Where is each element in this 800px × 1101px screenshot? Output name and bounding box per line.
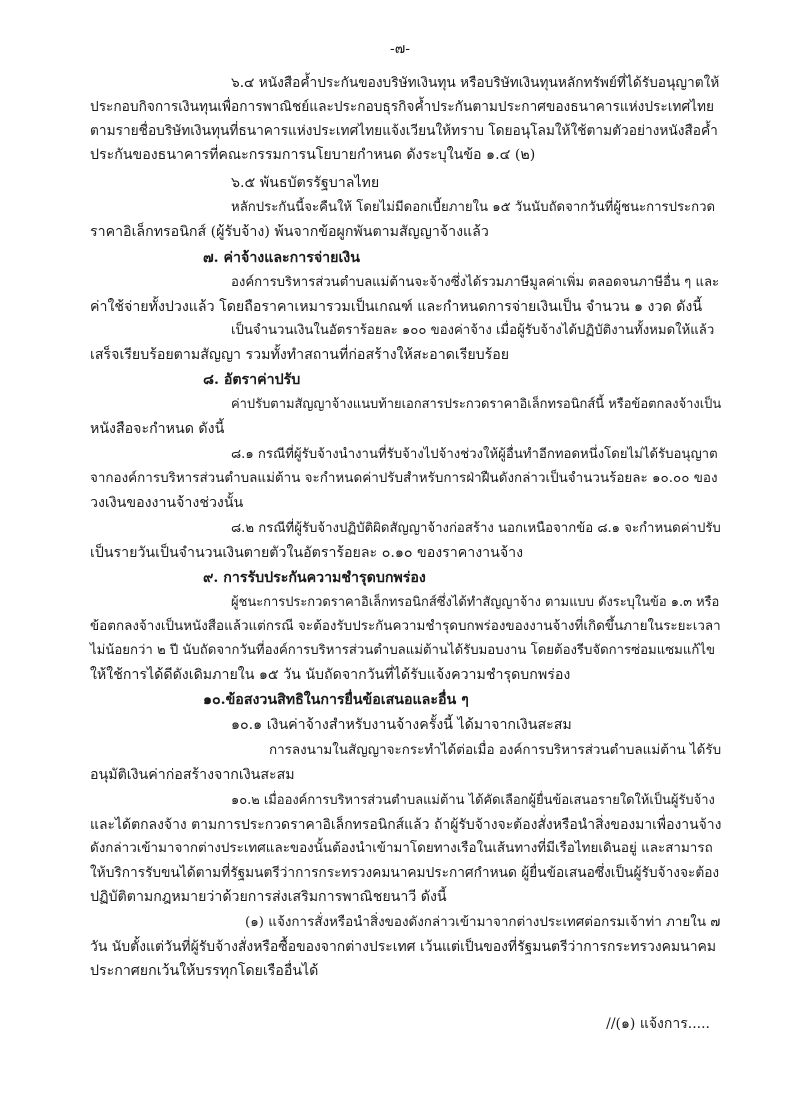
paragraph-line: (๑) แจ้งการสั่งหรือนำสิ่งของดังกล่าวเข้ามาจากต่างประเทศต่อกรมเจ้าท่า ภายใน ๗ bbox=[245, 915, 721, 930]
paragraph-line: และได้ตกลงจ้าง ตามการประกวดราคาอิเล็กทรอนิกส์แล้ว ถ้าผู้รับจ้างจะต้องสั่งหรือนำสิ่งของมาเพื่องานจ้าง bbox=[90, 817, 722, 833]
paragraph-line: ปฏิบัติตามกฎหมายว่าด้วยการส่งเสริมการพาณิชยนาวี ดังนี้ bbox=[90, 889, 447, 905]
paragraph-line: ข้อตกลงจ้างเป็นหนังสือแล้วแต่กรณี จะต้องรับประกันความชำรุดบกพร่องของงานจ้างที่เกิดขึ้นภายในระยะเวลา bbox=[90, 619, 721, 634]
paragraph-line: ประกันของธนาคารที่คณะกรรมการนโยบายกำหนด ดังระบุในข้อ ๑.๔ (๒) bbox=[90, 147, 536, 163]
paragraph-line: ค่าปรับตามสัญญาจ้างแนบท้ายเอกสารประกวดราคาอิเล็กทรอนิกส์นี้ หรือข้อตกลงจ้างเป็น bbox=[231, 397, 722, 412]
paragraph-line: ราคาอิเล็กทรอนิกส์ (ผู้รับจ้าง) พ้นจากข้อผูกพันตามสัญญาจ้างแล้ว bbox=[90, 224, 489, 240]
paragraph-line: การลงนามในสัญญาจะกระทำได้ต่อเมื่อ องค์การบริหารส่วนตำบลแม่ต้าน ได้รับ bbox=[269, 743, 722, 758]
paragraph-line: วงเงินของงานจ้างช่วงนั้น bbox=[90, 495, 244, 511]
paragraph-line: ๖.๕ พันธบัตรรัฐบาลไทย bbox=[231, 175, 380, 191]
paragraph-line: ดังกล่าวเข้ามาจากต่างประเทศและของนั้นต้องนำเข้ามาโดยทางเรือในเส้นทางที่มีเรือไทยเดินอยู่ และสามารถ bbox=[90, 841, 713, 856]
paragraph-line: เป็นรายวันเป็นจำนวนเงินตายตัวในอัตราร้อยละ ๐.๑๐ ของราคางานจ้าง bbox=[90, 545, 524, 561]
section-heading-7: ๗. ค่าจ้างและการจ่ายเงิน bbox=[203, 250, 360, 266]
paragraph-line: เป็นจำนวนเงินในอัตราร้อยละ ๑๐๐ ของค่าจ้าง เมื่อผู้รับจ้างได้ปฏิบัติงานทั้งหมดให้แล้ว bbox=[231, 323, 715, 338]
paragraph-line: ไม่น้อยกว่า ๒ ปี นับถัดจากวันที่องค์การบริหารส่วนตำบลแม่ต้านได้รับมอบงาน โดยต้องรีบจัดการซ่อมแซมแก้ไข bbox=[90, 643, 715, 658]
page-number: -๗- bbox=[390, 41, 410, 57]
paragraph-line: ตามรายชื่อบริษัทเงินทุนที่ธนาคารแห่งประเทศไทยแจ้งเวียนให้ทราบ โดยอนุโลมให้ใช้ตามตัวอย่างหนังสือค้ำ bbox=[90, 123, 718, 139]
paragraph-line: จากองค์การบริหารส่วนตำบลแม่ต้าน จะกำหนดค่าปรับสำหรับการฝ่าฝืนดังกล่าวเป็นจำนวนร้อยละ ๑๐.๐๐ ของ bbox=[90, 471, 718, 486]
paragraph-line: ผู้ชนะการประกวดราคาอิเล็กทรอนิกส์ซึ่งได้ทำสัญญาจ้าง ตามแบบ ดังระบุในข้อ ๑.๓ หรือ bbox=[231, 595, 720, 610]
paragraph-line: ให้ใช้การได้ดีดังเดิมภายใน ๑๕ วัน นับถัดจากวันที่ได้รับแจ้งความชำรุดบกพร่อง bbox=[90, 667, 571, 683]
section-heading-8: ๘. อัตราค่าปรับ bbox=[203, 372, 301, 388]
paragraph-line: ๖.๔ หนังสือค้ำประกันของบริษัทเงินทุน หรือบริษัทเงินทุนหลักทรัพย์ที่ได้รับอนุญาตให้ bbox=[231, 75, 720, 91]
paragraph-line: ๘.๑ กรณีที่ผู้รับจ้างนำงานที่รับจ้างไปจ้างช่วงให้ผู้อื่นทำอีกทอดหนึ่งโดยไม่ได้รับอนุญาต bbox=[231, 447, 718, 462]
paragraph-line: วัน นับตั้งแต่วันที่ผู้รับจ้างสั่งหรือซื้อของจากต่างประเทศ เว้นแต่เป็นของที่รัฐมนตรีว่าการกระทรวงคมนาคม bbox=[90, 939, 717, 955]
paragraph-line: ๑๐.๒ เมื่อองค์การบริหารส่วนตำบลแม่ต้าน ได้คัดเลือกผู้ยื่นข้อเสนอรายใดให้เป็นผู้รับจ้าง bbox=[231, 793, 715, 808]
paragraph-line: ๑๐.๑ เงินค่าจ้างสำหรับงานจ้างครั้งนี้ ได้มาจากเงินสะสม bbox=[231, 717, 572, 733]
paragraph-line: หนังสือจะกำหนด ดังนี้ bbox=[90, 421, 225, 437]
paragraph-line: หลักประกันนี้จะคืนให้ โดยไม่มีดอกเบี้ยภายใน ๑๕ วันนับถัดจากวันที่ผู้ชนะการประกวด bbox=[231, 200, 716, 215]
paragraph-line: ค่าใช้จ่ายทั้งปวงแล้ว โดยถือราคาเหมารวมเป็นเกณฑ์ และกำหนดการจ่ายเงินเป็น จำนวน ๑ งวด ดังนี้ bbox=[90, 299, 703, 315]
paragraph-line: ๘.๒ กรณีที่ผู้รับจ้างปฏิบัติผิดสัญญาจ้างก่อสร้าง นอกเหนือจากข้อ ๘.๑ จะกำหนดค่าปรับ bbox=[231, 521, 721, 536]
paragraph-line: ประกอบกิจการเงินทุนเพื่อการพาณิชย์และประกอบธุรกิจค้ำประกันตามประกาศของธนาคารแห่งประเทศไทย bbox=[90, 99, 715, 115]
section-heading-9: ๙. การรับประกันความชำรุดบกพร่อง bbox=[203, 570, 426, 586]
paragraph-line: ให้บริการรับขนได้ตามที่รัฐมนตรีว่าการกระทรวงคมนาคมประกาศกำหนด ผู้ยื่นข้อเสนอซึ่งเป็นผู้รับจ้างจะต้อง bbox=[90, 865, 720, 881]
paragraph-line: เสร็จเรียบร้อยตามสัญญา รวมทั้งทำสถานที่ก่อสร้างให้สะอาดเรียบร้อย bbox=[90, 347, 510, 363]
paragraph-line: องค์การบริหารส่วนตำบลแม่ต้านจะจ้างซึ่งได้รวมภาษีมูลค่าเพิ่ม ตลอดจนภาษีอื่น ๆ และ bbox=[231, 275, 720, 290]
section-heading-10: ๑๐.ข้อสงวนสิทธิในการยื่นข้อเสนอและอื่น ๆ bbox=[203, 692, 469, 708]
paragraph-line: อนุมัติเงินค่าก่อสร้างจากเงินสะสม bbox=[90, 767, 295, 783]
paragraph-line: ประกาศยกเว้นให้บรรทุกโดยเรืออื่นได้ bbox=[90, 963, 319, 979]
continuation-reference: //(๑) แจ้งการ..... bbox=[606, 1016, 710, 1032]
